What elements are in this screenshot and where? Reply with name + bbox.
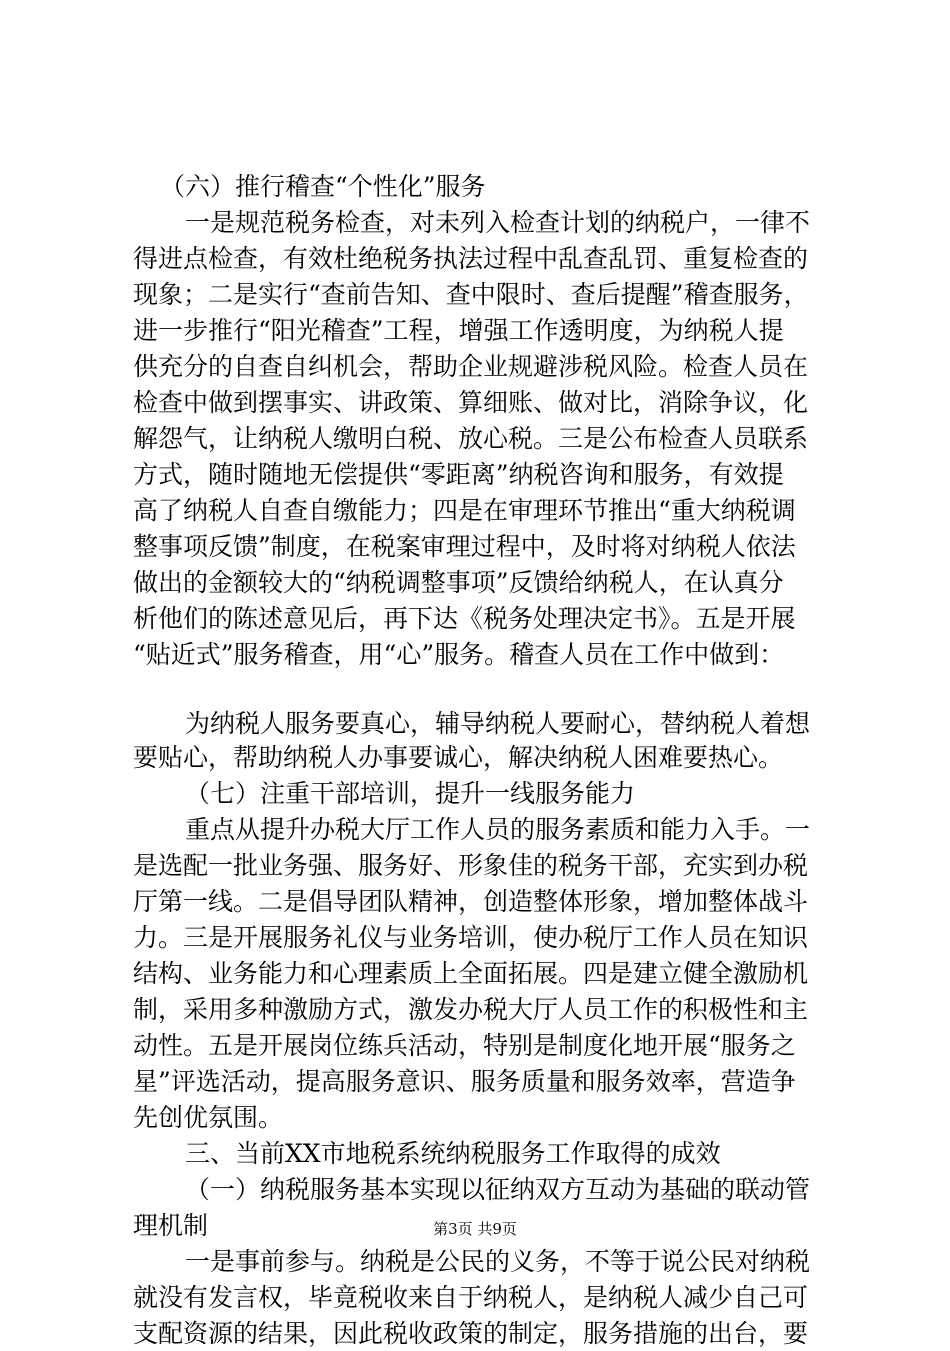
- paragraph-line: 高了纳税人自查自缴能力；四是在审理环节推出“重大纳税调: [133, 496, 796, 525]
- paragraph-line: 方式，随时随地无偿提供“零距离”纳税咨询和服务，有效提: [133, 460, 784, 489]
- paragraph-line: 厅第一线。二是倡导团队精神，创造整体形象，增加整体战斗: [133, 887, 809, 916]
- paragraph-line: 是选配一批业务强、服务好、形象佳的税务干部，充实到办税: [133, 851, 809, 880]
- paragraph-line: 现象；二是实行“查前告知、查中限时、查后提醒”稽查服务，: [133, 280, 809, 309]
- paragraph-line: 力。三是开展服务礼仪与业务培训，使办税厅工作人员在知识: [133, 923, 809, 952]
- paragraph-line: 解怨气，让纳税人缴明白税、放心税。三是公布检查人员联系: [133, 424, 809, 453]
- paragraph-line: 星”评选活动，提高服务意识、服务质量和服务效率，营造争: [133, 1067, 796, 1096]
- paragraph-line: 制，采用多种激励方式，激发办税大厅人员工作的积极性和主: [133, 995, 809, 1024]
- paragraph-line: 重点从提升办税大厅工作人员的服务素质和能力入手。一: [185, 815, 811, 844]
- paragraph-line: 整事项反馈”制度，在税案审理过程中，及时将对纳税人依法: [133, 532, 796, 561]
- paragraph-line: 做出的金额较大的“纳税调整事项”反馈给纳税人，在认真分: [133, 568, 784, 597]
- paragraph-line: 就没有发言权，毕竟税收来自于纳税人，是纳税人减少自己可: [133, 1283, 809, 1312]
- section-heading: （六）推行稽查“个性化”服务: [160, 172, 486, 201]
- section-heading: 三、当前XX市地税系统纳税服务工作取得的成效: [185, 1139, 721, 1168]
- paragraph-line: 动性。五是开展岗位练兵活动，特别是制度化地开展“服务之: [133, 1031, 796, 1060]
- paragraph-line: 进一步推行“阳光稽查”工程，增强工作透明度，为纳税人提: [133, 316, 784, 345]
- paragraph-line: 析他们的陈述意见后，再下达《税务处理决定书》。五是开展: [133, 604, 796, 633]
- section-heading: （一）纳税服务基本实现以征纳双方互动为基础的联动管: [185, 1175, 811, 1204]
- page-number-footer: 第3页 共9页: [433, 1220, 517, 1238]
- paragraph-line: 结构、业务能力和心理素质上全面拓展。四是建立健全激励机: [133, 959, 809, 988]
- paragraph-line: 为纳税人服务要真心，辅导纳税人要耐心，替纳税人着想: [185, 709, 811, 738]
- paragraph-line: 支配资源的结果，因此税收政策的制定，服务措施的出台，要: [133, 1319, 809, 1348]
- section-heading: （七）注重干部培训，提升一线服务能力: [185, 779, 636, 808]
- paragraph-line: 供充分的自查自纠机会，帮助企业规避涉税风险。检查人员在: [133, 352, 809, 381]
- paragraph-line: 得进点检查，有效杜绝税务执法过程中乱查乱罚、重复检查的: [133, 244, 809, 273]
- paragraph-line: 先创优氛围。: [133, 1103, 284, 1132]
- paragraph-line: “贴近式”服务稽查，用“心”服务。稽查人员在工作中做到：: [133, 640, 785, 669]
- paragraph-line: 一是规范税务检查，对未列入检查计划的纳税户，一律不: [185, 208, 811, 237]
- section-heading: 理机制: [133, 1211, 209, 1240]
- paragraph-line: 一是事前参与。纳税是公民的义务，不等于说公民对纳税: [185, 1247, 811, 1276]
- paragraph-line: 检查中做到摆事实、讲政策、算细账、做对比，消除争议，化: [133, 388, 809, 417]
- paragraph-line: 要贴心，帮助纳税人办事要诚心，解决纳税人困难要热心。: [133, 743, 784, 772]
